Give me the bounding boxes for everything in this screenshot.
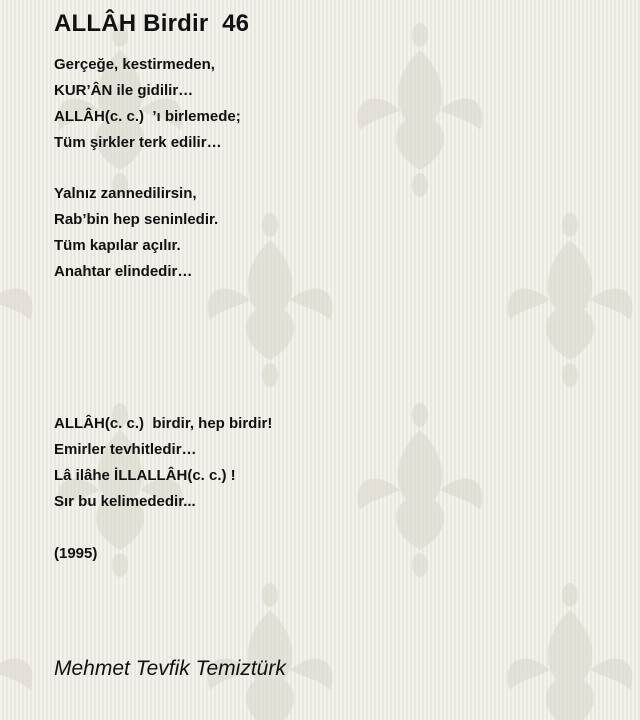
stanza-1	[54, 52, 241, 156]
poem-line: ALLÂH(c. c.) ’ı birlemede;	[54, 108, 241, 125]
poem-line: Tüm kapılar açılır.	[54, 237, 181, 254]
poem-line: Anahtar elindedir…	[54, 263, 193, 280]
stanza-2	[54, 181, 218, 285]
poem-line: Yalnız zannedilirsin,	[54, 185, 197, 202]
poem-line: KUR’ÂN ile gidilir…	[54, 82, 194, 99]
poem-line: Sır bu kelimededir...	[54, 493, 196, 510]
poem-title: ALLÂH Birdir 46	[54, 10, 250, 37]
stanza-3	[54, 411, 272, 515]
poem-line: ALLÂH(c. c.) birdir, hep birdir!	[54, 415, 273, 432]
poem-line: Rab’bin hep seninledir.	[54, 211, 219, 228]
poem-author: Mehmet Tevfik Temiztürk	[54, 657, 286, 680]
poem-year: (1995)	[54, 545, 98, 562]
poem-line: Gerçeğe, kestirmeden,	[54, 56, 215, 73]
poem-line: Emirler tevhitledir…	[54, 441, 197, 458]
poem-line: Tüm şirkler terk edilir…	[54, 134, 222, 151]
poem-line: Lâ ilâhe İLLALLÂH(c. c.) !	[54, 467, 236, 484]
